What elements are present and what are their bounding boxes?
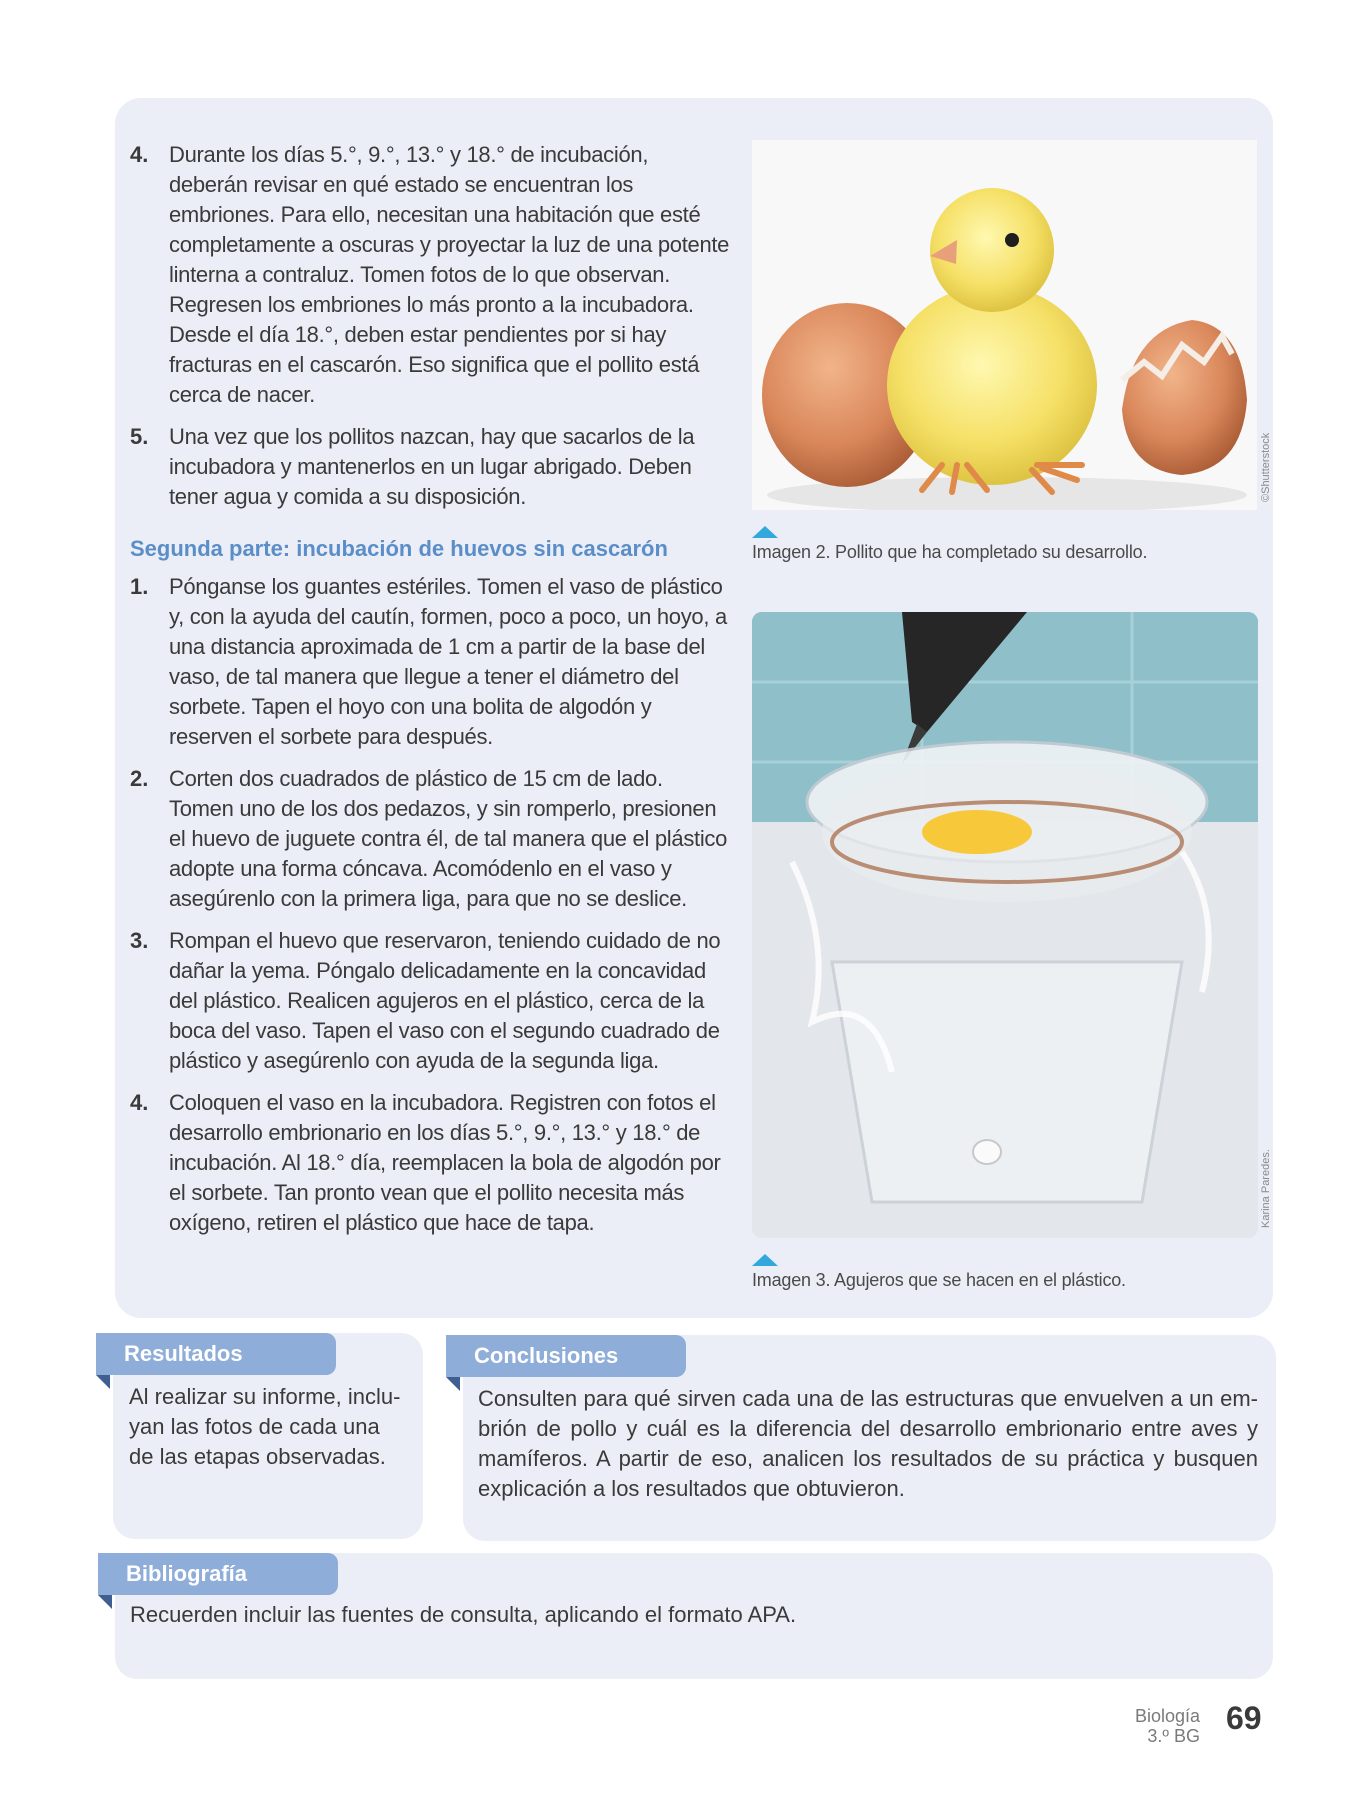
cup-egg-photo <box>752 612 1258 1238</box>
step-number: 5. <box>130 424 149 449</box>
caption-marker-icon <box>752 526 778 538</box>
photo-credit: ©Shutterstock <box>1260 432 1272 502</box>
step-text: Durante los días 5.°, 9.°, 13.° y 18.° de incubación, deberán revisar en qué estado se encuentran los embriones. Para ello, necesitan una habitación que esté completamente a oscuras y proyectar la luz de una potente linterna a contraluz. Tomen fotos de lo que observan. Regresen los embriones lo más pronto a la incubadora. Desde el día 18.°, deben estar pendientes por si hay fracturas en el cascarón. Eso significa que el pollito está cerca de nacer. <box>169 142 730 407</box>
image-caption: Imagen 2. Pollito que ha completado su desarrollo. <box>752 542 1148 562</box>
photo-credit: Karina Paredes. <box>1260 1149 1272 1228</box>
section-heading: Segunda parte: incubación de huevos sin cascarón <box>130 536 668 561</box>
procedure-step <box>130 1088 730 1238</box>
tab-fold-icon <box>446 1377 460 1391</box>
step-number: 4. <box>130 1090 149 1115</box>
step-text: Pónganse los guantes estériles. Tomen el vaso de plástico y, con la ayuda del cautín, formen, poco a poco, un hoyo, a una distancia aproximada de 1 cm a partir de la base del vaso, de tal manera que llegue a tener el diámetro del sorbete. Tapen el hoyo con una bolita de algodón y reserven el sorbete para después. <box>169 574 727 749</box>
results-text: Al realizar su informe, inclu- yan las fotos de cada una de las etapas observadas. <box>129 1384 401 1469</box>
procedure-step <box>130 926 730 1076</box>
step-text: Coloquen el vaso en la incubadora. Registren con fotos el desarrollo embrionario en los días 5.°, 9.°, 13.° y 18.° de incubación. Al 18.° día, reemplacen la bola de algodón por el sorbete. Tan pronto vean que el pollito necesita más oxígeno, retiren el plástico que hace de tapa. <box>169 1090 721 1235</box>
step-number: 2. <box>130 766 149 791</box>
caption-marker-icon <box>752 1254 778 1266</box>
step-text: Corten dos cuadrados de plástico de 15 cm de lado. Tomen uno de los dos pedazos, y sin romperlo, presionen el huevo de juguete contra él, de tal manera que el plástico adopte una forma cóncava. Acomódenlo en el vaso y asegúrenlo con la primera liga, para que no se deslice. <box>169 766 728 911</box>
image-caption: Imagen 3. Agujeros que se hacen en el plástico. <box>752 1270 1126 1290</box>
bibliography-label: Bibliografía <box>98 1553 338 1595</box>
procedure-step <box>130 140 730 410</box>
page-number: 69 <box>1226 1700 1262 1736</box>
tab-fold-icon <box>98 1595 112 1609</box>
conclusions-text: Consulten para qué sirven cada una de las estructuras que envuelven a un em- brión de pollo y cuál es la diferencia del desarrollo embrionario entre aves y mamíferos. A partir de eso, analicen los resultados de su práctica y busquen explicación a los resultados que obtuvieron. <box>478 1386 1258 1501</box>
procedure-step <box>130 422 730 512</box>
grade-level: 3.º BG <box>1147 1726 1200 1746</box>
footer-subject <box>1135 1706 1200 1746</box>
step-number: 4. <box>130 142 149 167</box>
bibliography-text: Recuerden incluir las fuentes de consulta, aplicando el formato APA. <box>130 1602 797 1627</box>
cup-illustration <box>752 612 1258 1238</box>
procedure-step <box>130 572 730 752</box>
results-label: Resultados <box>96 1333 336 1375</box>
chick-hatching-photo <box>752 140 1257 510</box>
step-text: Rompan el huevo que reservaron, teniendo cuidado de no dañar la yema. Póngalo delicadamente en la concavidad del plástico. Realicen agujeros en el plástico, cerca de la boca del vaso. Tapen el vaso con el segundo cuadrado de plástico y asegúrenlo con ayuda de la segunda liga. <box>169 928 721 1073</box>
chick-illustration <box>752 140 1257 510</box>
step-number: 3. <box>130 928 149 953</box>
conclusions-label: Conclusiones <box>446 1335 686 1377</box>
step-number: 1. <box>130 574 149 599</box>
procedure-step <box>130 764 730 914</box>
tab-fold-icon <box>96 1375 110 1389</box>
subject-name: Biología <box>1134 1706 1200 1726</box>
step-text: Una vez que los pollitos nazcan, hay que sacarlos de la incubadora y mantenerlos en un lugar abrigado. Deben tener agua y comida a su disposición. <box>169 424 695 509</box>
procedure-column <box>130 140 730 1250</box>
